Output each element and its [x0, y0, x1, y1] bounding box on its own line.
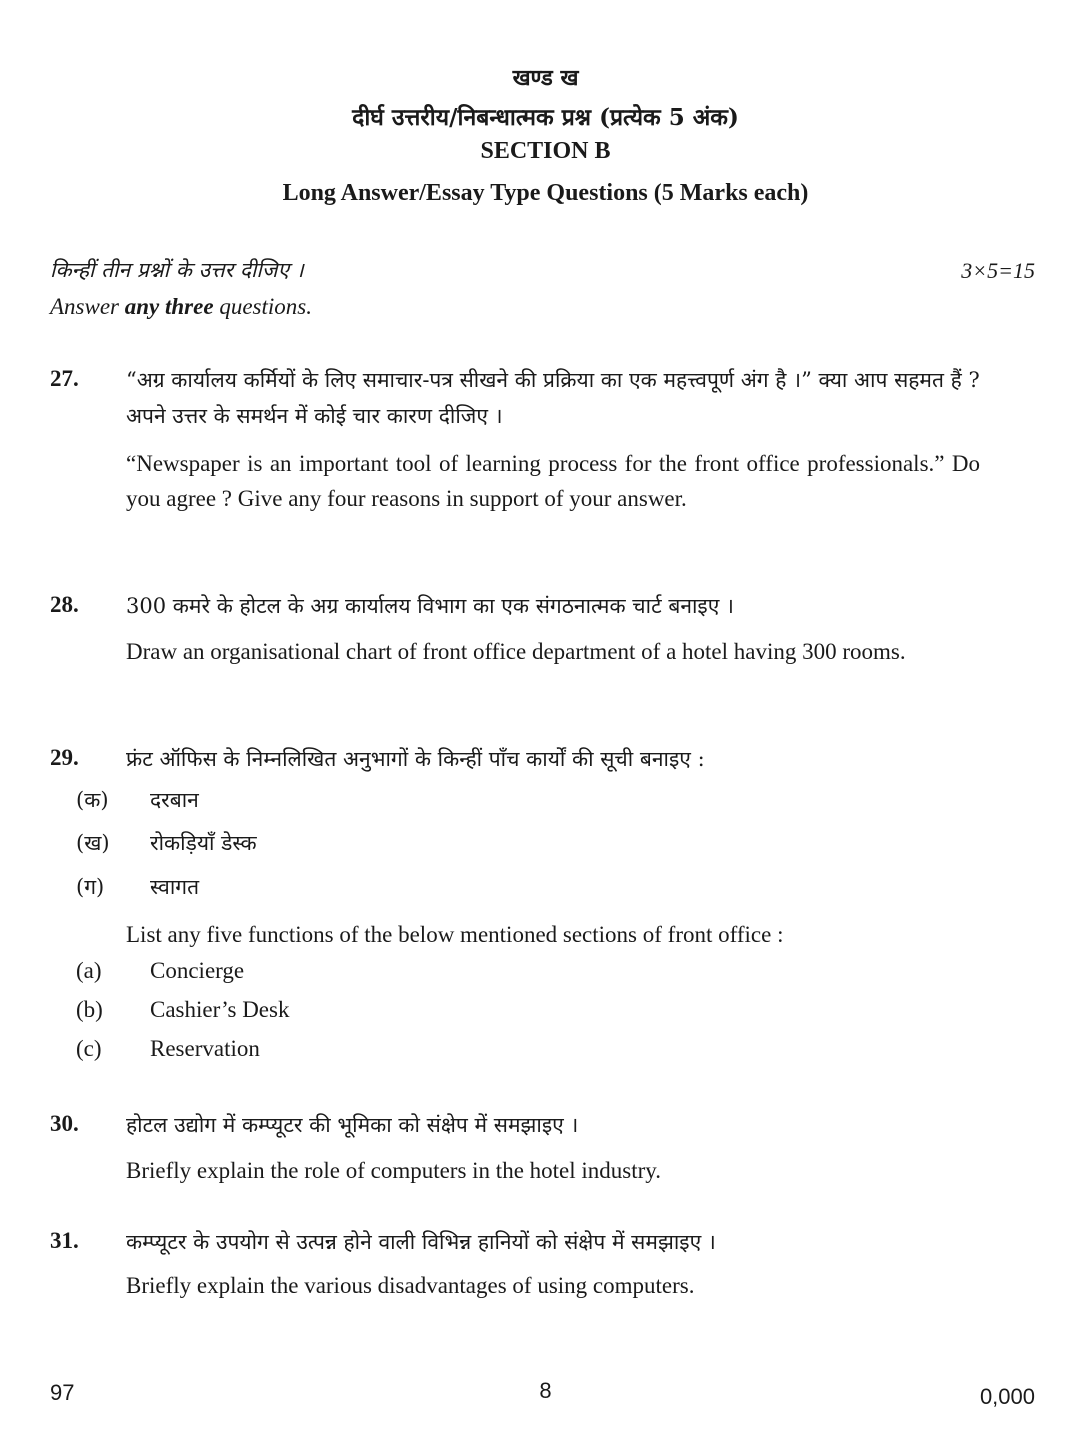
question-hindi: फ्रंट ऑफिस के निम्नलिखित अनुभागों के किन्हीं पाँच कार्यों की सूची बनाइए : [126, 747, 705, 771]
instruction-text: Answer [50, 294, 125, 319]
question-english: Briefly explain the role of computers in the hotel industry. [126, 1158, 662, 1183]
instruction-text: questions. [213, 294, 312, 319]
page-number: 8 [539, 1378, 552, 1403]
marks-scheme: 3×5=15 [961, 258, 1035, 283]
question-hindi: “अग्र कार्यालय कर्मियों के लिए समाचार-पत्र सीखने की प्रक्रिया का एक महत्त्वपूर्ण अंग है ।” क्या आप सहमत हैं ? अपने उत्तर के समर्थन में कोई चार कारण दीजिए । [126, 368, 980, 428]
question-hindi: कम्प्यूटर के उपयोग से उत्पन्न होने वाली विभिन्न हानियों को संक्षेप में समझाइए । [126, 1230, 716, 1254]
question-english: List any five functions of the below mentioned sections of front office : [126, 922, 784, 947]
question-number: 27. [50, 366, 79, 391]
option-text: Concierge [150, 958, 245, 983]
question-number: 30. [50, 1111, 79, 1136]
question-english: Draw an organisational chart of front office department of a hotel having 300 rooms. [126, 639, 906, 664]
option-text: Reservation [150, 1036, 260, 1061]
question-english: Briefly explain the various disadvantages of using computers. [126, 1273, 695, 1298]
question-number: 29. [50, 745, 79, 770]
option-label: (क) [76, 788, 109, 812]
option-label: (c) [76, 1036, 102, 1061]
hindi-instruction: किन्हीं तीन प्रश्नों के उत्तर दीजिए । [50, 258, 304, 282]
option-label: (b) [76, 997, 103, 1022]
option-text: स्वागत [150, 875, 200, 899]
question-hindi: होटल उद्योग में कम्प्यूटर की भूमिका को संक्षेप में समझाइए । [126, 1113, 579, 1137]
hindi-section-subtitle: दीर्घ उत्तरीय/निबन्धात्मक प्रश्न (प्रत्येक 5 अंक) [352, 104, 739, 131]
section-subtitle: Long Answer/Essay Type Questions (5 Marks each) [282, 180, 809, 206]
hindi-section-title: खण्ड ख [512, 65, 579, 91]
question-english: “Newspaper is an important tool of learning process for the front office professionals.” Do you agree ? Give any four reasons in support of your answer. [126, 451, 980, 511]
question-number: 28. [50, 592, 79, 617]
question-hindi: 300 कमरे के होटल के अग्र कार्यालय विभाग का एक संगठनात्मक चार्ट बनाइए । [126, 594, 734, 618]
option-text: दरबान [150, 788, 199, 812]
english-instruction [50, 294, 312, 320]
instruction-emphasis: any three [124, 294, 214, 319]
option-label: (ग) [76, 875, 105, 899]
paper-code: 97 [50, 1380, 75, 1405]
option-text: Cashier’s Desk [150, 997, 290, 1022]
section-title: SECTION B [480, 138, 611, 164]
option-label: (ख) [76, 831, 110, 855]
question-number: 31. [50, 1228, 79, 1253]
option-label: (a) [76, 958, 102, 983]
option-text: रोकड़ियाँ डेस्क [150, 831, 257, 855]
print-count: 0,000 [979, 1384, 1035, 1409]
